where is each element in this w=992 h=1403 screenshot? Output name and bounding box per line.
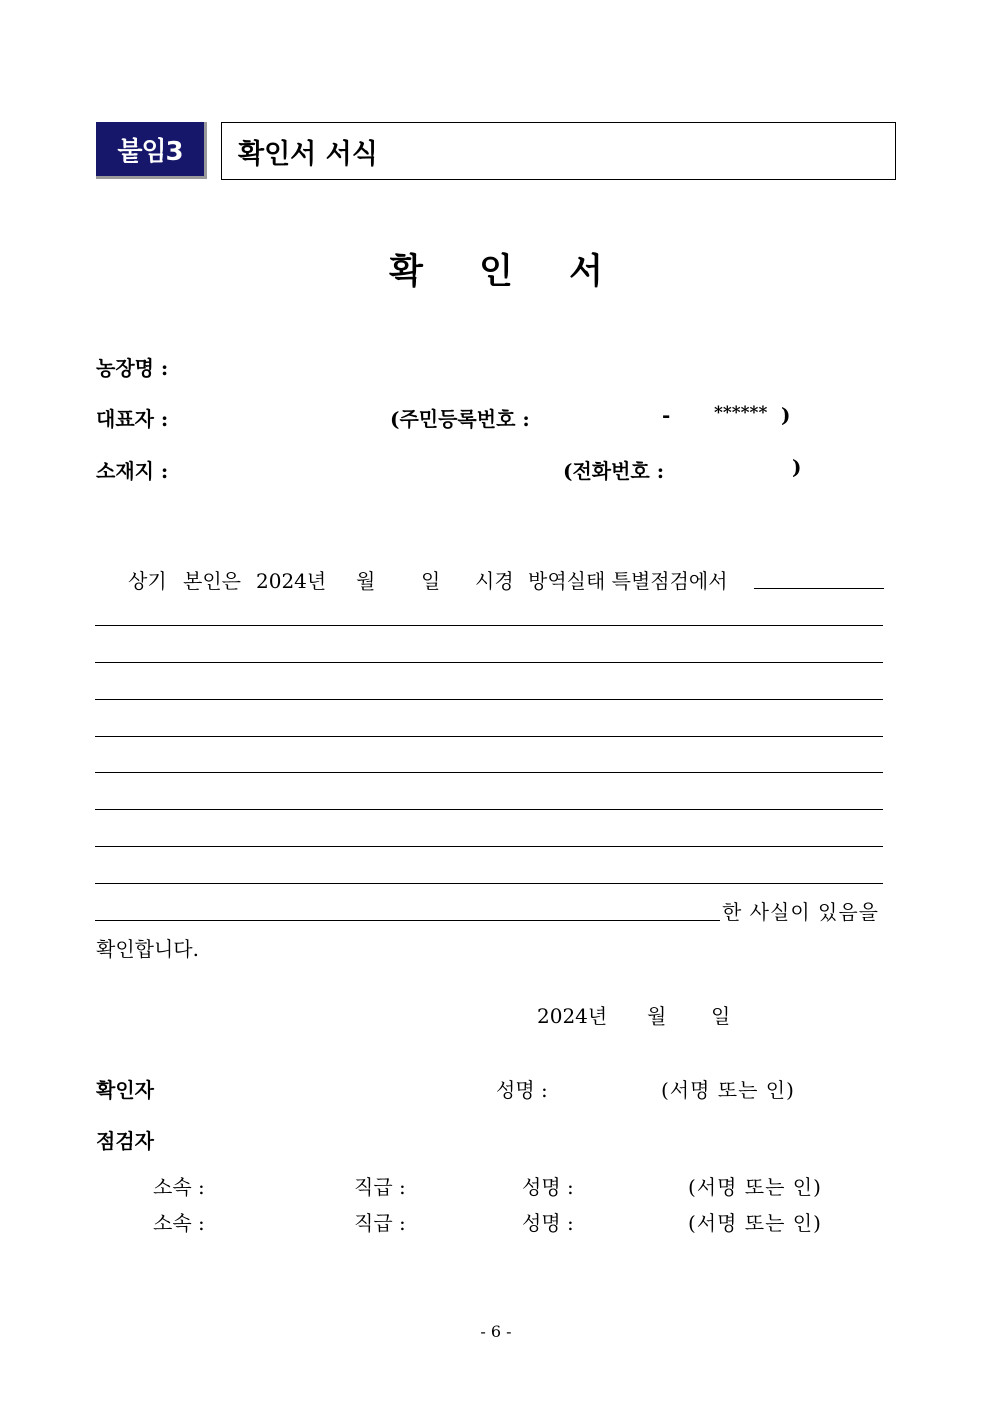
inspector-name-label: 성명 : bbox=[522, 1211, 574, 1235]
blank-line bbox=[95, 920, 720, 921]
statement-closing: 한 사실이 있음을 bbox=[722, 900, 879, 924]
blank-line bbox=[95, 809, 883, 810]
resident-number-dash: - bbox=[662, 403, 671, 427]
inspector-name-label: 성명 : bbox=[522, 1175, 574, 1199]
representative-label: 대표자 : bbox=[96, 407, 169, 431]
blank-line bbox=[95, 736, 883, 737]
statement-month: 월 bbox=[356, 569, 376, 593]
inspector-rank-label: 직급 : bbox=[354, 1175, 406, 1199]
date-day: 일 bbox=[711, 1004, 731, 1028]
document-title: 확 인 서 bbox=[389, 252, 625, 292]
inspector-affiliation-label: 소속 : bbox=[153, 1211, 205, 1235]
statement-day: 일 bbox=[421, 569, 441, 593]
confirmer-name-label: 성명 : bbox=[496, 1078, 548, 1102]
blank-line bbox=[754, 588, 884, 589]
date-year: 2024년 bbox=[537, 1004, 608, 1028]
resident-number-label: (주민등록번호 : bbox=[390, 407, 530, 431]
phone-label: (전화번호 : bbox=[563, 459, 665, 483]
statement-word: 상기 bbox=[128, 569, 167, 593]
resident-number-close: ) bbox=[781, 403, 791, 427]
statement-rest: 방역실태 특별점검에서 bbox=[528, 569, 728, 593]
statement-time: 시경 bbox=[475, 569, 514, 593]
attachment-tag: 붙임3 bbox=[96, 122, 207, 179]
blank-line bbox=[95, 846, 883, 847]
blank-line bbox=[95, 772, 883, 773]
date-month: 월 bbox=[647, 1004, 667, 1028]
confirmer-signature-label: (서명 또는 인) bbox=[661, 1078, 795, 1102]
blank-line bbox=[95, 699, 883, 700]
blank-line bbox=[95, 883, 883, 884]
attachment-title: 확인서 서식 bbox=[221, 122, 896, 180]
confirmer-label: 확인자 bbox=[96, 1078, 154, 1102]
page-number: - 6 - bbox=[480, 1322, 512, 1341]
inspector-signature-label: (서명 또는 인) bbox=[688, 1211, 822, 1235]
farm-name-label: 농장명 : bbox=[96, 356, 169, 380]
statement-year: 2024년 bbox=[256, 569, 327, 593]
phone-close: ) bbox=[792, 455, 802, 479]
blank-line bbox=[95, 662, 883, 663]
blank-line bbox=[95, 625, 883, 626]
inspector-label: 점검자 bbox=[96, 1129, 154, 1153]
statement-confirm: 확인합니다. bbox=[96, 937, 199, 961]
statement-word: 본인은 bbox=[183, 569, 241, 593]
inspector-affiliation-label: 소속 : bbox=[153, 1175, 205, 1199]
inspector-signature-label: (서명 또는 인) bbox=[688, 1175, 822, 1199]
resident-number-mask: ****** bbox=[714, 403, 768, 423]
address-label: 소재지 : bbox=[96, 459, 169, 483]
inspector-rank-label: 직급 : bbox=[354, 1211, 406, 1235]
